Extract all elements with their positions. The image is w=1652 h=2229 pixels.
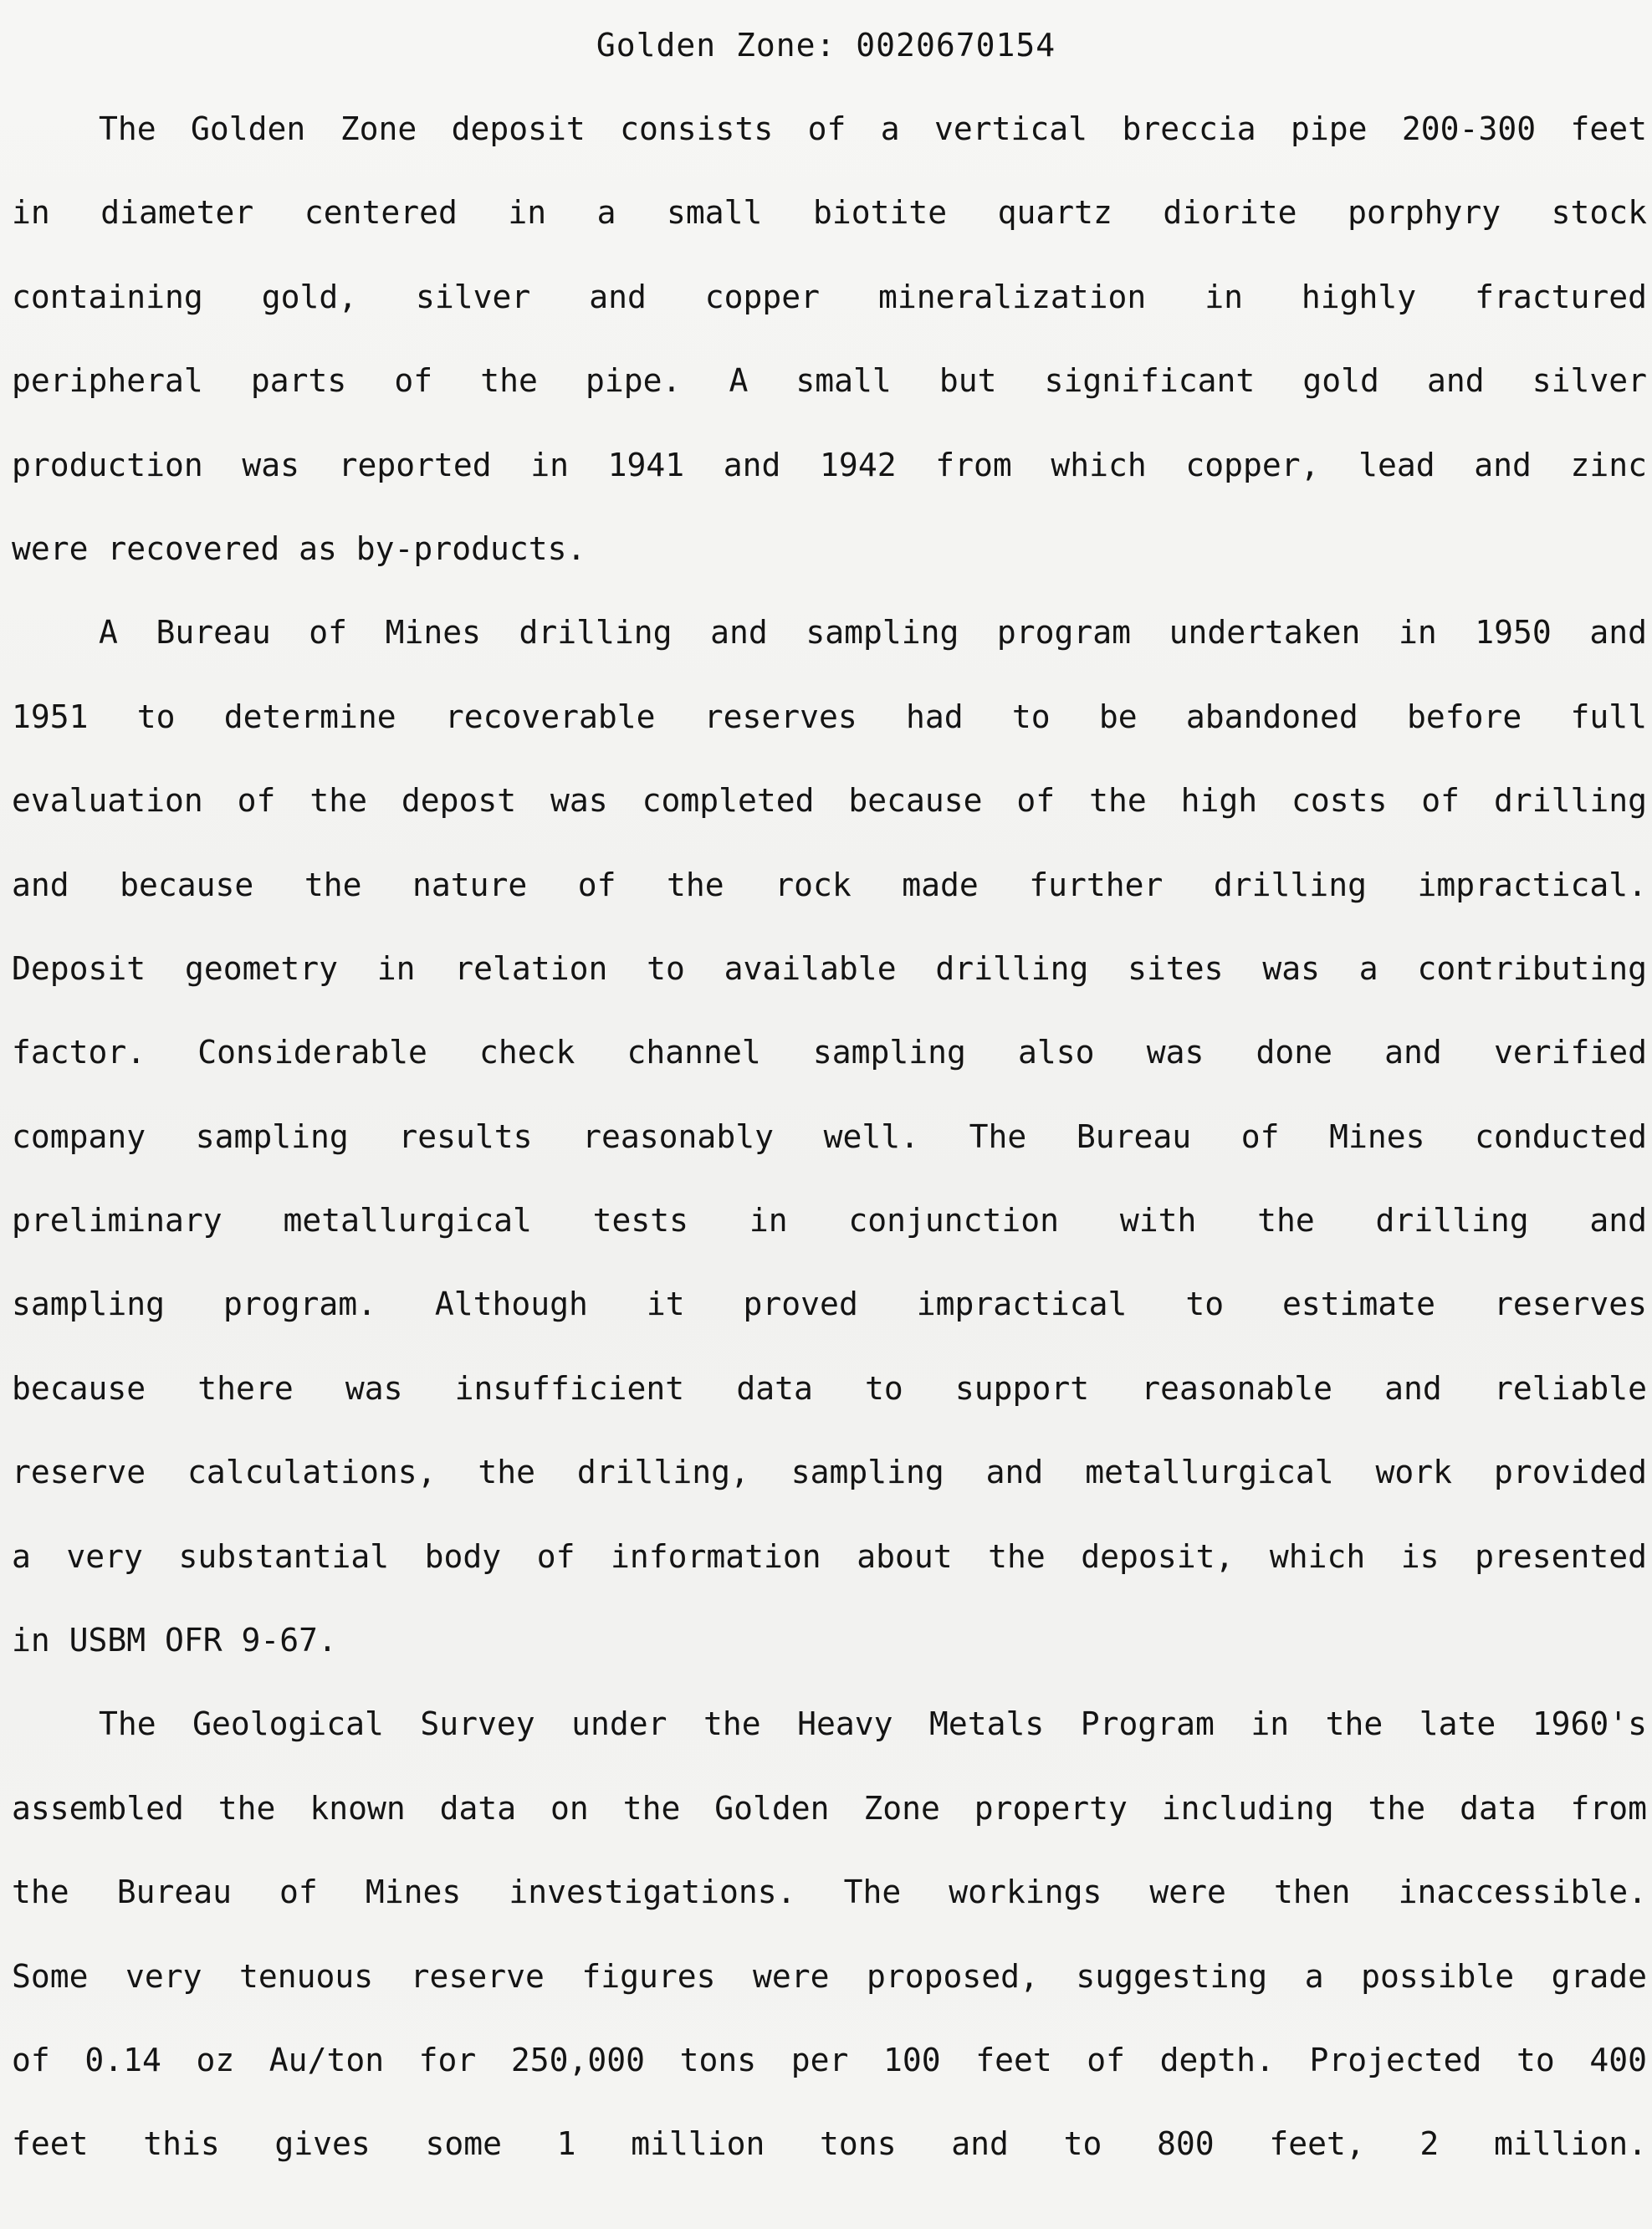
text-line: containing gold, silver and copper mineralization in highly fractured	[12, 278, 1647, 315]
text-line: A Bureau of Mines drilling and sampling program undertaken in 1950 and	[99, 614, 1647, 652]
text-line: company sampling results reasonably well. The Bureau of Mines conducted	[12, 1117, 1647, 1155]
text-line: assembled the known data on the Golden Zone property including the data from	[12, 1789, 1647, 1827]
text-line: evaluation of the depost was completed because of the high costs of drilling	[12, 782, 1647, 820]
document-title: Golden Zone: 0020670154	[596, 27, 1056, 64]
text-line: in USBM OFR 9-67.	[12, 1622, 337, 1659]
text-line: preliminary metallurgical tests in conjunction with the drilling and	[12, 1202, 1647, 1240]
text-line: in diameter centered in a small biotite quartz diorite porphyry stock	[12, 194, 1647, 232]
text-line: feet this gives some 1 million tons and to 800 feet, 2 million.	[12, 2125, 1647, 2163]
text-line: and because the nature of the rock made further drilling impractical.	[12, 866, 1647, 903]
text-line: 1951 to determine recoverable reserves had to be abandoned before full	[12, 698, 1647, 735]
text-line: were recovered as by-products.	[12, 529, 586, 567]
text-line: because there was insufficient data to support reasonable and reliable	[12, 1369, 1647, 1407]
text-line: reserve calculations, the drilling, sampling and metallurgical work provided	[12, 1454, 1647, 1491]
text-line: Deposit geometry in relation to available drilling sites was a contributing	[12, 949, 1647, 987]
text-line: The Geological Survey under the Heavy Metals Program in the late 1960's	[99, 1705, 1647, 1743]
text-line: peripheral parts of the pipe. A small but significant gold and silver	[12, 362, 1647, 400]
document-body	[12, 107, 1647, 2206]
text-line: Some very tenuous reserve figures were proposed, suggesting a possible grade	[12, 1957, 1647, 1995]
text-line: The Golden Zone deposit consists of a vertical breccia pipe 200-300 feet	[99, 110, 1647, 147]
text-line: a very substantial body of information about the deposit, which is presented	[12, 1537, 1647, 1575]
text-line: the Bureau of Mines investigations. The workings were then inaccessible.	[12, 1874, 1647, 1911]
text-line: of 0.14 oz Au/ton for 250,000 tons per 100 feet of depth. Projected to 400	[12, 2041, 1647, 2078]
text-line: factor. Considerable check channel sampling also was done and verified	[12, 1034, 1647, 1071]
text-line: sampling program. Although it proved impractical to estimate reserves	[12, 1286, 1647, 1323]
text-line: production was reported in 1941 and 1942 from which copper, lead and zinc	[12, 446, 1647, 483]
